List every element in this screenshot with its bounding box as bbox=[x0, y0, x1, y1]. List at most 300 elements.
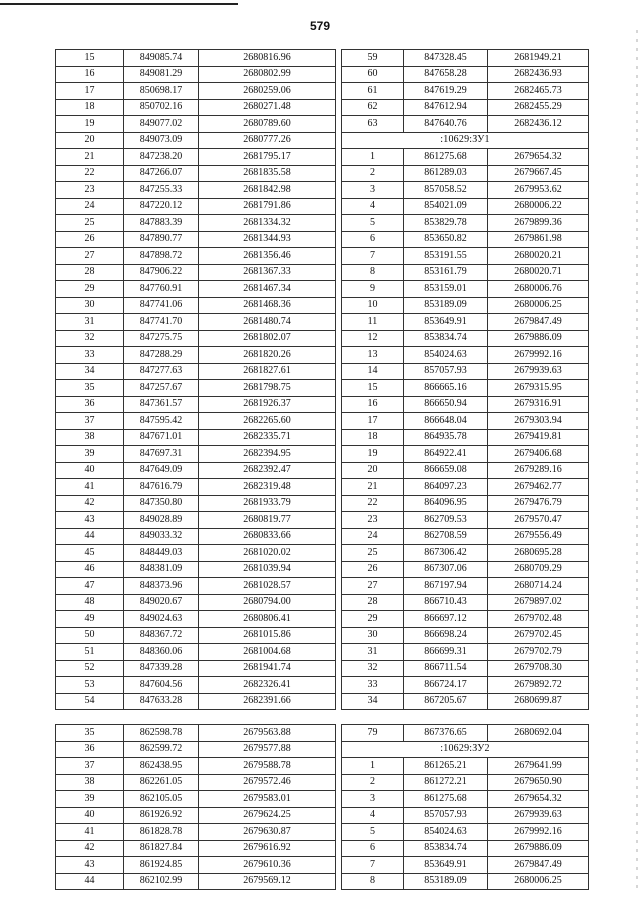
x-coordinate-cell: 847220.12 bbox=[124, 198, 199, 215]
table-row bbox=[56, 561, 336, 578]
table-row bbox=[56, 165, 336, 182]
point-number-cell: 10 bbox=[342, 297, 404, 314]
y-coordinate-cell: 2679702.45 bbox=[488, 627, 589, 644]
table-row bbox=[56, 429, 336, 446]
y-coordinate-cell: 2680806.41 bbox=[199, 611, 336, 628]
y-coordinate-cell: 2679570.47 bbox=[488, 512, 589, 529]
x-coordinate-cell: 862599.72 bbox=[124, 741, 199, 758]
y-coordinate-cell: 2682465.73 bbox=[488, 83, 589, 100]
table-row bbox=[342, 264, 589, 281]
coordinates-table-left-top bbox=[55, 49, 336, 710]
table-row bbox=[342, 693, 589, 710]
y-coordinate-cell: 2679861.98 bbox=[488, 231, 589, 248]
y-coordinate-cell: 2679899.36 bbox=[488, 215, 589, 232]
y-coordinate-cell: 2681926.37 bbox=[199, 396, 336, 413]
table-row bbox=[342, 725, 589, 742]
table-row bbox=[342, 791, 589, 808]
point-number-cell: 54 bbox=[56, 693, 124, 710]
y-coordinate-cell: 2679563.88 bbox=[199, 725, 336, 742]
x-coordinate-cell: 861926.92 bbox=[124, 807, 199, 824]
table-row bbox=[342, 561, 589, 578]
point-number-cell: 45 bbox=[56, 545, 124, 562]
table-row bbox=[56, 50, 336, 67]
table-row bbox=[56, 627, 336, 644]
table-row bbox=[342, 281, 589, 298]
y-coordinate-cell: 2682391.66 bbox=[199, 693, 336, 710]
table-row bbox=[56, 824, 336, 841]
y-coordinate-cell: 2679583.01 bbox=[199, 791, 336, 808]
y-coordinate-cell: 2681344.93 bbox=[199, 231, 336, 248]
table-row bbox=[56, 594, 336, 611]
y-coordinate-cell: 2679847.49 bbox=[488, 314, 589, 331]
table-row bbox=[56, 545, 336, 562]
y-coordinate-cell: 2679847.49 bbox=[488, 857, 589, 874]
table-row bbox=[56, 297, 336, 314]
point-number-cell: 41 bbox=[56, 479, 124, 496]
x-coordinate-cell: 866665.16 bbox=[404, 380, 488, 397]
x-coordinate-cell: 854021.09 bbox=[404, 198, 488, 215]
y-coordinate-cell: 2679476.79 bbox=[488, 495, 589, 512]
table-row bbox=[342, 116, 589, 133]
x-coordinate-cell: 849033.32 bbox=[124, 528, 199, 545]
x-coordinate-cell: 847257.67 bbox=[124, 380, 199, 397]
point-number-cell: 42 bbox=[56, 495, 124, 512]
x-coordinate-cell: 862261.05 bbox=[124, 774, 199, 791]
y-coordinate-cell: 2679992.16 bbox=[488, 347, 589, 364]
table-row bbox=[56, 840, 336, 857]
point-number-cell: 17 bbox=[342, 413, 404, 430]
y-coordinate-cell: 2681795.17 bbox=[199, 149, 336, 166]
y-coordinate-cell: 2681467.34 bbox=[199, 281, 336, 298]
coordinates-table-right-top bbox=[341, 49, 589, 710]
y-coordinate-cell: 2682335.71 bbox=[199, 429, 336, 446]
table-row bbox=[342, 611, 589, 628]
y-coordinate-cell: 2679939.63 bbox=[488, 363, 589, 380]
x-coordinate-cell: 849085.74 bbox=[124, 50, 199, 67]
point-number-cell: 23 bbox=[56, 182, 124, 199]
scan-edge bbox=[636, 30, 638, 890]
point-number-cell: 16 bbox=[342, 396, 404, 413]
x-coordinate-cell: 866648.04 bbox=[404, 413, 488, 430]
y-coordinate-cell: 2680699.87 bbox=[488, 693, 589, 710]
table-row bbox=[56, 66, 336, 83]
y-coordinate-cell: 2682436.93 bbox=[488, 66, 589, 83]
x-coordinate-cell: 848367.72 bbox=[124, 627, 199, 644]
y-coordinate-cell: 2679624.25 bbox=[199, 807, 336, 824]
x-coordinate-cell: 857057.93 bbox=[404, 807, 488, 824]
y-coordinate-cell: 2679992.16 bbox=[488, 824, 589, 841]
table-row bbox=[56, 758, 336, 775]
point-number-cell: 24 bbox=[56, 198, 124, 215]
y-coordinate-cell: 2679556.49 bbox=[488, 528, 589, 545]
point-number-cell: 38 bbox=[56, 429, 124, 446]
point-number-cell: 29 bbox=[56, 281, 124, 298]
point-number-cell: 13 bbox=[342, 347, 404, 364]
x-coordinate-cell: 864922.41 bbox=[404, 446, 488, 463]
y-coordinate-cell: 2679886.09 bbox=[488, 840, 589, 857]
point-number-cell: 79 bbox=[342, 725, 404, 742]
y-coordinate-cell: 2680833.66 bbox=[199, 528, 336, 545]
x-coordinate-cell: 847595.42 bbox=[124, 413, 199, 430]
y-coordinate-cell: 2680259.06 bbox=[199, 83, 336, 100]
x-coordinate-cell: 867197.94 bbox=[404, 578, 488, 595]
x-coordinate-cell: 847741.06 bbox=[124, 297, 199, 314]
table-row bbox=[56, 644, 336, 661]
point-number-cell: 1 bbox=[342, 149, 404, 166]
y-coordinate-cell: 2679462.77 bbox=[488, 479, 589, 496]
table-row bbox=[342, 462, 589, 479]
point-number-cell: 32 bbox=[342, 660, 404, 677]
table-row bbox=[342, 873, 589, 890]
point-number-cell: 40 bbox=[56, 462, 124, 479]
y-coordinate-cell: 2680714.24 bbox=[488, 578, 589, 595]
y-coordinate-cell: 2681480.74 bbox=[199, 314, 336, 331]
table-row bbox=[342, 660, 589, 677]
point-number-cell: 25 bbox=[342, 545, 404, 562]
x-coordinate-cell: 847671.01 bbox=[124, 429, 199, 446]
point-number-cell: 5 bbox=[342, 824, 404, 841]
point-number-cell: 18 bbox=[342, 429, 404, 446]
y-coordinate-cell: 2680020.21 bbox=[488, 248, 589, 265]
x-coordinate-cell: 848381.09 bbox=[124, 561, 199, 578]
table-row bbox=[342, 215, 589, 232]
table-row bbox=[342, 314, 589, 331]
point-number-cell: 53 bbox=[56, 677, 124, 694]
point-number-cell: 17 bbox=[56, 83, 124, 100]
y-coordinate-cell: 2679667.45 bbox=[488, 165, 589, 182]
table-row bbox=[342, 182, 589, 199]
x-coordinate-cell: 847277.63 bbox=[124, 363, 199, 380]
x-coordinate-cell: 847619.29 bbox=[404, 83, 488, 100]
x-coordinate-cell: 857057.93 bbox=[404, 363, 488, 380]
point-number-cell: 9 bbox=[342, 281, 404, 298]
point-number-cell: 27 bbox=[56, 248, 124, 265]
y-coordinate-cell: 2679315.95 bbox=[488, 380, 589, 397]
point-number-cell: 28 bbox=[56, 264, 124, 281]
point-number-cell: 26 bbox=[342, 561, 404, 578]
x-coordinate-cell: 847361.57 bbox=[124, 396, 199, 413]
table-row bbox=[56, 215, 336, 232]
point-number-cell: 2 bbox=[342, 774, 404, 791]
y-coordinate-cell: 2679630.87 bbox=[199, 824, 336, 841]
point-number-cell: 62 bbox=[342, 99, 404, 116]
table-row bbox=[56, 512, 336, 529]
x-coordinate-cell: 848449.03 bbox=[124, 545, 199, 562]
y-coordinate-cell: 2679577.88 bbox=[199, 741, 336, 758]
point-number-cell: 32 bbox=[56, 330, 124, 347]
table-row bbox=[342, 479, 589, 496]
x-coordinate-cell: 861289.03 bbox=[404, 165, 488, 182]
y-coordinate-cell: 2681820.26 bbox=[199, 347, 336, 364]
table-row bbox=[342, 198, 589, 215]
table-row bbox=[56, 677, 336, 694]
y-coordinate-cell: 2679406.68 bbox=[488, 446, 589, 463]
x-coordinate-cell: 853161.79 bbox=[404, 264, 488, 281]
y-coordinate-cell: 2679939.63 bbox=[488, 807, 589, 824]
x-coordinate-cell: 847255.33 bbox=[124, 182, 199, 199]
table-row bbox=[56, 528, 336, 545]
table-row bbox=[342, 66, 589, 83]
table-row bbox=[342, 149, 589, 166]
y-coordinate-cell: 2680006.25 bbox=[488, 873, 589, 890]
table-row bbox=[342, 512, 589, 529]
y-coordinate-cell: 2680006.76 bbox=[488, 281, 589, 298]
table-row bbox=[56, 198, 336, 215]
point-number-cell: 47 bbox=[56, 578, 124, 595]
point-number-cell: 27 bbox=[342, 578, 404, 595]
point-number-cell: 3 bbox=[342, 182, 404, 199]
y-coordinate-cell: 2681933.79 bbox=[199, 495, 336, 512]
table-row bbox=[56, 314, 336, 331]
y-coordinate-cell: 2679572.46 bbox=[199, 774, 336, 791]
x-coordinate-cell: 849077.02 bbox=[124, 116, 199, 133]
y-coordinate-cell: 2681004.68 bbox=[199, 644, 336, 661]
y-coordinate-cell: 2681334.32 bbox=[199, 215, 336, 232]
table-row bbox=[56, 248, 336, 265]
point-number-cell: 2 bbox=[342, 165, 404, 182]
y-coordinate-cell: 2679886.09 bbox=[488, 330, 589, 347]
y-coordinate-cell: 2680020.71 bbox=[488, 264, 589, 281]
table-row bbox=[342, 840, 589, 857]
point-number-cell: 33 bbox=[56, 347, 124, 364]
point-number-cell: 35 bbox=[56, 380, 124, 397]
x-coordinate-cell: 864096.95 bbox=[404, 495, 488, 512]
y-coordinate-cell: 2682394.95 bbox=[199, 446, 336, 463]
point-number-cell: 39 bbox=[56, 446, 124, 463]
y-coordinate-cell: 2682392.47 bbox=[199, 462, 336, 479]
x-coordinate-cell: 862438.95 bbox=[124, 758, 199, 775]
table-row bbox=[56, 396, 336, 413]
y-coordinate-cell: 2680789.60 bbox=[199, 116, 336, 133]
point-number-cell: 29 bbox=[342, 611, 404, 628]
x-coordinate-cell: 853829.78 bbox=[404, 215, 488, 232]
table-row bbox=[56, 741, 336, 758]
x-coordinate-cell: 847906.22 bbox=[124, 264, 199, 281]
point-number-cell: 51 bbox=[56, 644, 124, 661]
table-row bbox=[56, 231, 336, 248]
y-coordinate-cell: 2682319.48 bbox=[199, 479, 336, 496]
x-coordinate-cell: 866697.12 bbox=[404, 611, 488, 628]
x-coordinate-cell: 847640.76 bbox=[404, 116, 488, 133]
point-number-cell: 8 bbox=[342, 873, 404, 890]
table-row bbox=[342, 429, 589, 446]
x-coordinate-cell: 862102.99 bbox=[124, 873, 199, 890]
point-number-cell: 61 bbox=[342, 83, 404, 100]
x-coordinate-cell: 847890.77 bbox=[124, 231, 199, 248]
table-row bbox=[342, 380, 589, 397]
point-number-cell: 43 bbox=[56, 512, 124, 529]
point-number-cell: 20 bbox=[56, 132, 124, 149]
x-coordinate-cell: 867376.65 bbox=[404, 725, 488, 742]
point-number-cell: 38 bbox=[56, 774, 124, 791]
table-row bbox=[56, 495, 336, 512]
point-number-cell: 30 bbox=[342, 627, 404, 644]
point-number-cell: 36 bbox=[56, 396, 124, 413]
table-row bbox=[342, 545, 589, 562]
table-row bbox=[56, 774, 336, 791]
table-row bbox=[56, 347, 336, 364]
x-coordinate-cell: 853834.74 bbox=[404, 330, 488, 347]
x-coordinate-cell: 847658.28 bbox=[404, 66, 488, 83]
point-number-cell: 7 bbox=[342, 857, 404, 874]
point-number-cell: 14 bbox=[342, 363, 404, 380]
table-row bbox=[342, 741, 589, 758]
y-coordinate-cell: 2680692.04 bbox=[488, 725, 589, 742]
y-coordinate-cell: 2681835.58 bbox=[199, 165, 336, 182]
table-row bbox=[342, 99, 589, 116]
point-number-cell: 6 bbox=[342, 840, 404, 857]
x-coordinate-cell: 861275.68 bbox=[404, 149, 488, 166]
point-number-cell: 18 bbox=[56, 99, 124, 116]
point-number-cell: 26 bbox=[56, 231, 124, 248]
x-coordinate-cell: 861924.85 bbox=[124, 857, 199, 874]
y-coordinate-cell: 2679654.32 bbox=[488, 149, 589, 166]
y-coordinate-cell: 2682265.60 bbox=[199, 413, 336, 430]
table-row bbox=[342, 578, 589, 595]
y-coordinate-cell: 2681356.46 bbox=[199, 248, 336, 265]
point-number-cell: 31 bbox=[342, 644, 404, 661]
x-coordinate-cell: 853189.09 bbox=[404, 873, 488, 890]
top-rule bbox=[0, 3, 238, 5]
point-number-cell: 43 bbox=[56, 857, 124, 874]
point-number-cell: 4 bbox=[342, 807, 404, 824]
x-coordinate-cell: 862709.53 bbox=[404, 512, 488, 529]
point-number-cell: 31 bbox=[56, 314, 124, 331]
point-number-cell: 33 bbox=[342, 677, 404, 694]
point-number-cell: 15 bbox=[56, 50, 124, 67]
table-row bbox=[342, 165, 589, 182]
point-number-cell: 7 bbox=[342, 248, 404, 265]
table-row bbox=[342, 83, 589, 100]
table-row bbox=[342, 446, 589, 463]
x-coordinate-cell: 866659.08 bbox=[404, 462, 488, 479]
table-row bbox=[342, 677, 589, 694]
point-number-cell: 49 bbox=[56, 611, 124, 628]
x-coordinate-cell: 854024.63 bbox=[404, 347, 488, 364]
table-row bbox=[56, 693, 336, 710]
y-coordinate-cell: 2679708.30 bbox=[488, 660, 589, 677]
y-coordinate-cell: 2682436.12 bbox=[488, 116, 589, 133]
point-number-cell: 63 bbox=[342, 116, 404, 133]
x-coordinate-cell: 847633.28 bbox=[124, 693, 199, 710]
point-number-cell: 22 bbox=[342, 495, 404, 512]
table-row bbox=[342, 528, 589, 545]
coordinates-table-left-bottom bbox=[55, 724, 336, 890]
point-number-cell: 46 bbox=[56, 561, 124, 578]
x-coordinate-cell: 847649.09 bbox=[124, 462, 199, 479]
table-row bbox=[56, 380, 336, 397]
point-number-cell: 24 bbox=[342, 528, 404, 545]
x-coordinate-cell: 848373.96 bbox=[124, 578, 199, 595]
y-coordinate-cell: 2679610.36 bbox=[199, 857, 336, 874]
point-number-cell: 42 bbox=[56, 840, 124, 857]
y-coordinate-cell: 2681798.75 bbox=[199, 380, 336, 397]
x-coordinate-cell: 849073.09 bbox=[124, 132, 199, 149]
y-coordinate-cell: 2681842.98 bbox=[199, 182, 336, 199]
point-number-cell: 34 bbox=[342, 693, 404, 710]
y-coordinate-cell: 2679897.02 bbox=[488, 594, 589, 611]
y-coordinate-cell: 2681367.33 bbox=[199, 264, 336, 281]
x-coordinate-cell: 848360.06 bbox=[124, 644, 199, 661]
y-coordinate-cell: 2679953.62 bbox=[488, 182, 589, 199]
x-coordinate-cell: 847898.72 bbox=[124, 248, 199, 265]
table-row bbox=[56, 725, 336, 742]
x-coordinate-cell: 866699.31 bbox=[404, 644, 488, 661]
point-number-cell: 37 bbox=[56, 413, 124, 430]
y-coordinate-cell: 2680794.00 bbox=[199, 594, 336, 611]
table-row bbox=[56, 99, 336, 116]
point-number-cell: 52 bbox=[56, 660, 124, 677]
x-coordinate-cell: 847741.70 bbox=[124, 314, 199, 331]
x-coordinate-cell: 866650.94 bbox=[404, 396, 488, 413]
table-row bbox=[342, 807, 589, 824]
y-coordinate-cell: 2682326.41 bbox=[199, 677, 336, 694]
table-row bbox=[56, 363, 336, 380]
y-coordinate-cell: 2679588.78 bbox=[199, 758, 336, 775]
y-coordinate-cell: 2679702.79 bbox=[488, 644, 589, 661]
table-row bbox=[342, 774, 589, 791]
x-coordinate-cell: 847883.39 bbox=[124, 215, 199, 232]
x-coordinate-cell: 862708.59 bbox=[404, 528, 488, 545]
x-coordinate-cell: 849028.89 bbox=[124, 512, 199, 529]
x-coordinate-cell: 849024.63 bbox=[124, 611, 199, 628]
point-number-cell: 5 bbox=[342, 215, 404, 232]
y-coordinate-cell: 2681028.57 bbox=[199, 578, 336, 595]
table-row bbox=[56, 264, 336, 281]
y-coordinate-cell: 2681791.86 bbox=[199, 198, 336, 215]
point-number-cell: 3 bbox=[342, 791, 404, 808]
table-row bbox=[342, 396, 589, 413]
point-number-cell: 25 bbox=[56, 215, 124, 232]
table-row bbox=[56, 873, 336, 890]
y-coordinate-cell: 2680006.25 bbox=[488, 297, 589, 314]
x-coordinate-cell: 847275.75 bbox=[124, 330, 199, 347]
table-row bbox=[342, 495, 589, 512]
table-row bbox=[56, 462, 336, 479]
point-number-cell: 20 bbox=[342, 462, 404, 479]
y-coordinate-cell: 2681802.07 bbox=[199, 330, 336, 347]
table-row bbox=[342, 248, 589, 265]
x-coordinate-cell: 861272.21 bbox=[404, 774, 488, 791]
point-number-cell: 22 bbox=[56, 165, 124, 182]
x-coordinate-cell: 849020.67 bbox=[124, 594, 199, 611]
x-coordinate-cell: 862598.78 bbox=[124, 725, 199, 742]
x-coordinate-cell: 866724.17 bbox=[404, 677, 488, 694]
section-header: :10629:ЗУ1 bbox=[342, 132, 589, 149]
point-number-cell: 15 bbox=[342, 380, 404, 397]
point-number-cell: 11 bbox=[342, 314, 404, 331]
coordinates-table-right-bottom bbox=[341, 724, 589, 890]
y-coordinate-cell: 2680006.22 bbox=[488, 198, 589, 215]
table-row bbox=[56, 791, 336, 808]
x-coordinate-cell: 861275.68 bbox=[404, 791, 488, 808]
x-coordinate-cell: 853159.01 bbox=[404, 281, 488, 298]
point-number-cell: 59 bbox=[342, 50, 404, 67]
page-number: 579 bbox=[309, 19, 331, 33]
point-number-cell: 37 bbox=[56, 758, 124, 775]
x-coordinate-cell: 853649.91 bbox=[404, 314, 488, 331]
point-number-cell: 50 bbox=[56, 627, 124, 644]
point-number-cell: 6 bbox=[342, 231, 404, 248]
point-number-cell: 19 bbox=[342, 446, 404, 463]
x-coordinate-cell: 847288.29 bbox=[124, 347, 199, 364]
y-coordinate-cell: 2681827.61 bbox=[199, 363, 336, 380]
table-row bbox=[342, 231, 589, 248]
x-coordinate-cell: 847616.79 bbox=[124, 479, 199, 496]
table-row bbox=[56, 857, 336, 874]
point-number-cell: 35 bbox=[56, 725, 124, 742]
point-number-cell: 36 bbox=[56, 741, 124, 758]
